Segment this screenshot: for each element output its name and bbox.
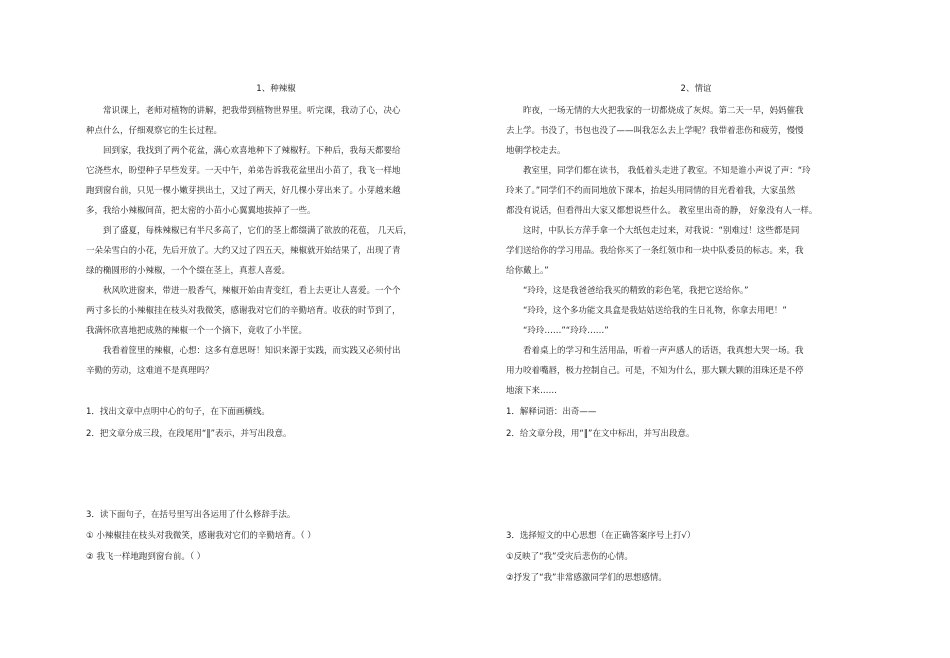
right-passage-line: “玲玲，这是我爸爸给我买的精致的彩色笔，我把它送给你。” <box>523 286 749 296</box>
left-passage-line: 一朵朵雪白的小花，先后开放了。大约又过了四五天，辣椒就开始结果了，出现了青 <box>86 246 401 256</box>
right-passage-line: 用力咬着嘴唇，极力控制自己。可是，不知为什么，那大颗大颗的泪珠还是不停 <box>506 366 804 376</box>
left-passage-line: 种点什么，仔细观察它的生长过程。 <box>86 126 223 136</box>
left-question-1: 1．找出文章中点明中心的句子，在下面画横线。 <box>86 407 270 417</box>
left-passage-line: 多，我给小辣椒间苗，把太密的小苗小心翼翼地拔掉了一些。 <box>86 206 316 216</box>
left-passage-line: 它浇些水，盼望种子早些发芽。一天中午，弟弟告诉我花盆里出小苗了，我飞一样地 <box>86 166 401 176</box>
right-passage-line: 都没有说话，但看得出大家又都想说些什么。 教室里出奇的静， 好象没有人一样。 <box>506 206 818 216</box>
right-passage-line: 这时，中队长方萍手拿一个大纸包走过来，对我说：“别难过！这些都是同 <box>523 226 800 236</box>
left-question-2: 2．把文章分成三段，在段尾用“‖”表示，并写出段意。 <box>86 429 292 439</box>
right-passage-line: “玲玲，这个多功能文具盒是我姑姑送给我的生日礼物，你拿去用吧！” <box>523 306 787 316</box>
right-passage <box>506 101 886 401</box>
left-passage-line: 我满怀欣喜地把成熟的辣椒一个一个摘下，竟收了小半筐。 <box>86 326 308 336</box>
right-passage-line: 给你戴上。” <box>506 266 549 276</box>
right-passage-line: 学们送给你的学习用品。我给你买了一条红领巾和一块中队委员的标志。来，我 <box>506 246 804 256</box>
left-question-3-item-1: ① 小辣椒挂在枝头对我微笑，感谢我对它们的辛勤培育。（ ） <box>86 531 316 541</box>
right-passage-line: 教室里，同学们都在读书， 我低着头走进了教室。不知是谁小声说了声：“玲 <box>523 166 811 176</box>
left-passage-line: 我看着筐里的辣椒，心想：这多有意思呀！知识来源于实践，而实践又必须付出 <box>103 346 401 356</box>
right-passage-line: 地朝学校走去。 <box>506 146 566 156</box>
right-passage-line: “玲玲……”“玲玲……” <box>523 326 609 336</box>
right-passage-line: 看着桌上的学习和生活用品，听着一声声感人的话语，我真想大哭一场。我 <box>523 346 804 356</box>
right-question-2: 2．给文章分段，用“‖”在文中标出，并写出段意。 <box>506 429 695 439</box>
left-title: 1、种辣椒 <box>256 84 296 94</box>
left-passage-line: 常识课上，老师对植物的讲解，把我带到植物世界里。听完课，我动了心，决心 <box>103 106 401 116</box>
right-passage-line: 地滚下来…… <box>506 386 558 396</box>
left-passage-line: 回到家，我找到了两个花盆，满心欢喜地种下了辣椒籽。下种后，我每天都要给 <box>103 146 401 156</box>
right-question-3-item-1: ①反映了“我”受灾后悲伤的心情。 <box>506 552 633 562</box>
left-passage-line: 辛勤的劳动，这难道不是真理吗？ <box>86 366 214 376</box>
left-question-3: 3．读下面句子，在括号里写出各运用了什么修辞手法。 <box>86 510 296 520</box>
right-passage-line: 去上学。书没了，书包也没了——叫我怎么去上学呢？我带着悲伤和疲劳，慢慢 <box>506 126 804 136</box>
left-passage-line: 跑到窗台前，只见一棵小嫩芽拱出土，又过了两天，好几棵小芽出来了。小芽越来越 <box>86 186 401 196</box>
right-question-3: 3．选择短文的中心思想（在正确答案序号上打√） <box>506 531 696 541</box>
right-column <box>506 0 886 658</box>
left-passage-line: 绿的椭圆形的小辣椒，一个个缀在茎上，真惹人喜爱。 <box>86 266 291 276</box>
left-passage <box>86 101 466 381</box>
left-question-3-item-2: ② 我飞一样地跑到窗台前。（ ） <box>86 552 206 562</box>
left-column <box>86 0 466 658</box>
right-passage-line: 昨夜，一场无情的大火把我家的一切都烧成了灰烬。第二天一早，妈妈催我 <box>523 106 804 116</box>
right-question-3-item-2: ②抒发了“我”非常感激同学们的思想感情。 <box>506 573 667 583</box>
left-passage-line: 秋风吹进窗来，带进一股香气，辣椒开始由青变红，看上去更让人喜爱。一个个 <box>103 286 401 296</box>
left-passage-line: 两寸多长的小辣椒挂在枝头对我微笑，感谢我对它们的辛勤培育。收获的时节到了， <box>86 306 401 316</box>
left-passage-line: 到了盛夏，每株辣椒已有半尺多高了，它们的茎上都缀满了欲放的花苞， 几天后， <box>103 226 412 236</box>
right-passage-line: 玲来了。”同学们不约而同地放下课本，抬起头用同情的目光看着我，大家虽然 <box>506 186 796 196</box>
right-question-1: 1．解释词语：出奇—— <box>506 407 597 417</box>
right-title: 2、情谊 <box>680 84 712 94</box>
